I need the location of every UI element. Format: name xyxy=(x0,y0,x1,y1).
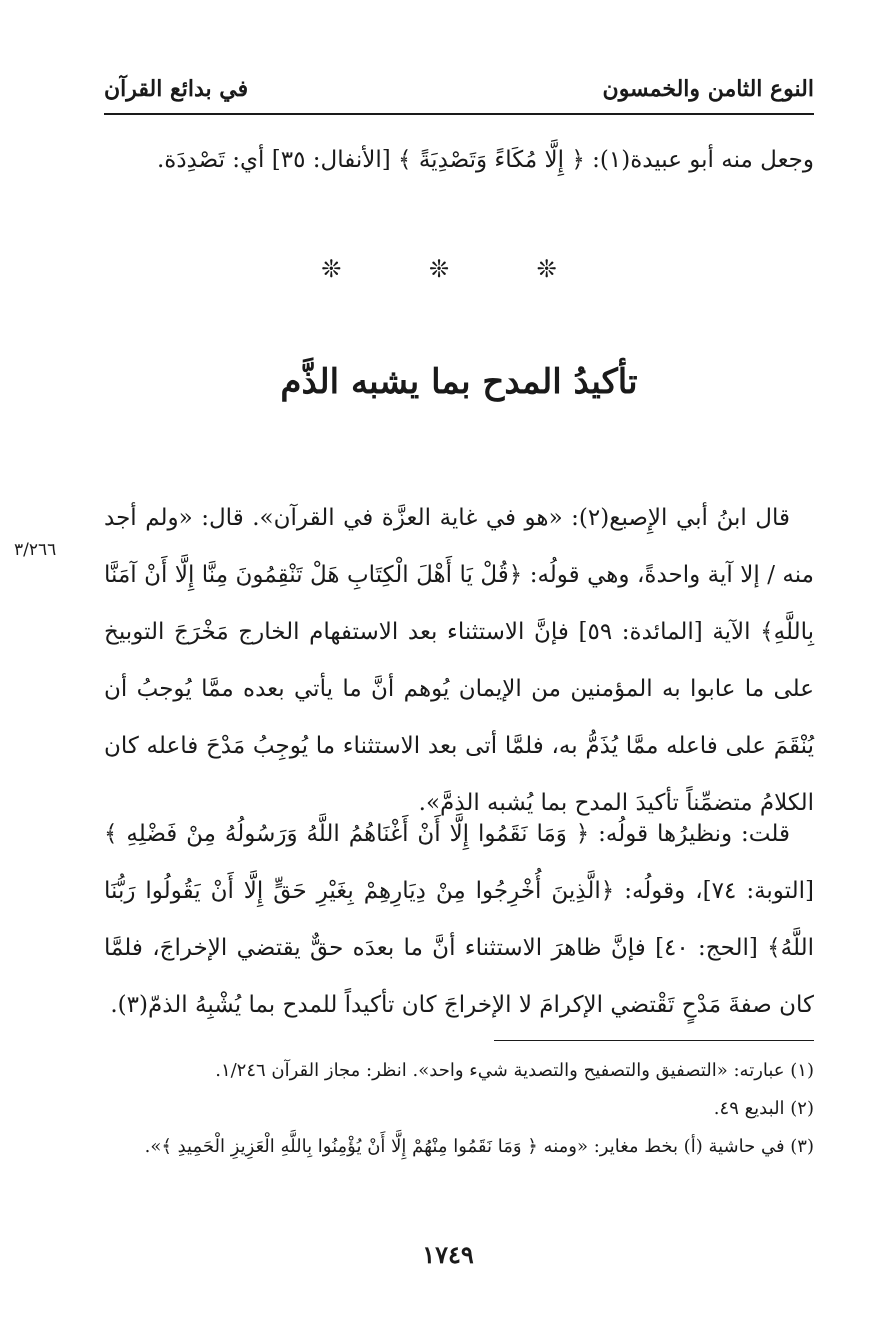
footnotes xyxy=(104,1052,814,1166)
footnote-divider xyxy=(494,1040,814,1041)
paragraph-1-text: قال ابنُ أبي الإِصبع(٢): «هو في غاية العزَّة في القرآن». قال: «ولم أجد منه / إلا آية واحدةً، وهي قولُه: ﴿قُلْ يَا أَهْلَ الْكِتَابِ هَلْ تَنْقِمُونَ مِنَّا إِلَّا أَنْ آمَنَّا بِاللَّهِ﴾ الآية [المائدة: ٥٩] فإنَّ الاستثناء بعد الاستفهام الخارج مَخْرَجَ التوبيخ على ما عابوا به المؤمنين من الإيمان يُوهم أنَّ ما يأتي بعده ممَّا يُوجبُ أن يُنْقَمَ على فاعله ممَّا يُذَمُّ به، فلمَّا أتى بعد الاستثناء ما يُوجِبُ مَدْحَ فاعله كان الكلامُ متضمِّناً تأكيدَ المدح بما يُشبه الذمَّ». xyxy=(104,505,814,816)
footnote-3: (٣) في حاشية (أ) بخط مغاير: «ومنه ﴿ وَمَا نَقَمُوا مِنْهُمْ إِلَّا أَنْ يُؤْمِنُوا بِاللَّهِ الْعَزِيزِ الْحَمِيدِ ﴾». xyxy=(144,1136,814,1157)
section-separator: ❊ ❊ ❊ xyxy=(321,255,597,283)
book-title: في بدائع القرآن xyxy=(104,76,249,102)
margin-page-reference: ٣/٢٦٦ xyxy=(14,540,57,560)
intro-paragraph xyxy=(104,132,814,189)
running-header xyxy=(104,70,814,110)
intro-text: وجعل منه أبو عبيدة(١): ﴿ إِلَّا مُكَاءً وَتَصْدِيَةً ﴾ [الأنفال: ٣٥] أي: تَصْدِدَة. xyxy=(156,147,814,173)
footnote-2: (٢) البديع ٤٩. xyxy=(713,1098,814,1119)
body-paragraph-2 xyxy=(104,806,814,1034)
page-number: ١٧٤٩ xyxy=(422,1240,474,1269)
chapter-title: النوع الثامن والخمسون xyxy=(602,76,814,102)
body-paragraph-1 xyxy=(104,490,814,832)
paragraph-2-text: قلت: ونظيرُها قولُه: ﴿ وَمَا نَقَمُوا إِلَّا أَنْ أَغْنَاهُمُ اللَّهُ وَرَسُولُهُ مِنْ فَضْلِهِ ﴾ [التوبة: ٧٤]، وقولُه: ﴿الَّذِينَ أُخْرِجُوا مِنْ دِيَارِهِمْ بِغَيْرِ حَقٍّ إِلَّا أَنْ يَقُولُوا رَبُّنَا اللَّهُ﴾ [الحج: ٤٠] فإنَّ ظاهرَ الاستثناء أنَّ ما بعدَه حقٌّ يقتضي الإخراجَ، فلمَّا كان صفةَ مَدْحٍ تَقْتضي الإكرامَ لا الإخراجَ كان تأكيداً للمدح بما يُشْبِهُ الذمّ(٣). xyxy=(104,821,814,1018)
header-divider xyxy=(104,113,814,115)
footnote-1: (١) عبارته: «التصفيق والتصفيح والتصدية شيء واحد». انظر: مجاز القرآن ١/٢٤٦. xyxy=(215,1060,814,1081)
section-title: تأكيدُ المدح بما يشبه الذَّم xyxy=(280,362,638,402)
